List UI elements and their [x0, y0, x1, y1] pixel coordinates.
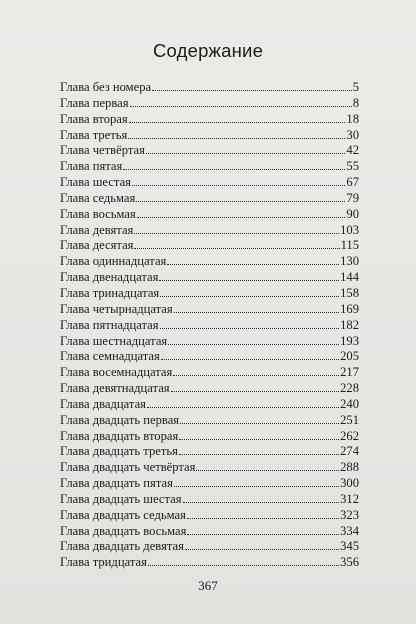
toc-dot-leader	[146, 143, 346, 154]
toc-dot-leader	[187, 508, 339, 519]
toc-dot-leader	[129, 112, 346, 123]
toc-entry	[60, 223, 359, 239]
toc-entry-page: 158	[340, 285, 359, 300]
toc-entry-title: Глава двадцать вторая	[60, 428, 179, 443]
toc-entry-page: 312	[340, 491, 359, 506]
toc-entry	[60, 381, 359, 397]
toc-dot-leader	[134, 223, 339, 234]
toc-entry-title: Глава восьмая	[60, 206, 136, 221]
toc-entry	[60, 318, 359, 334]
toc-dot-leader	[134, 238, 339, 249]
toc-dot-leader	[128, 128, 345, 139]
toc-entry-page: 193	[340, 333, 359, 348]
toc-entry-title: Глава вторая	[60, 111, 128, 126]
toc-dot-leader	[168, 334, 339, 345]
toc-entry-title: Глава пятая	[60, 159, 123, 174]
toc-dot-leader	[171, 381, 340, 392]
toc-entry	[60, 365, 359, 381]
toc-entry	[60, 191, 359, 207]
toc-entry	[60, 334, 359, 350]
toc-entry-page: 345	[340, 539, 359, 554]
toc-entry	[60, 349, 359, 365]
toc-entry-title: Глава четвёртая	[60, 143, 145, 158]
toc-entry-title: Глава двадцать седьмая	[60, 507, 186, 522]
toc-entry	[60, 96, 359, 112]
toc-entry-title: Глава девятая	[60, 222, 134, 237]
toc-entry	[60, 444, 359, 460]
toc-entry-page: 205	[340, 349, 359, 364]
toc-entry-page: 144	[340, 270, 359, 285]
toc-dot-leader	[174, 476, 339, 487]
table-of-contents	[60, 80, 359, 571]
toc-entry-page: 240	[340, 396, 359, 411]
toc-dot-leader	[148, 555, 339, 566]
toc-entry	[60, 286, 359, 302]
toc-dot-leader	[174, 302, 339, 313]
toc-entry-page: 300	[340, 476, 359, 491]
toc-entry-page: 262	[340, 428, 359, 443]
page-title: Содержание	[152, 40, 264, 61]
toc-entry-page: 251	[340, 412, 359, 427]
toc-entry-title: Глава двенадцатая	[60, 270, 159, 285]
toc-dot-leader	[185, 539, 339, 550]
toc-entry	[60, 492, 359, 508]
toc-entry-title: Глава десятая	[60, 238, 134, 253]
toc-entry	[60, 413, 359, 429]
toc-entry-title: Глава двадцать шестая	[60, 491, 182, 506]
toc-dot-leader	[179, 429, 339, 440]
toc-entry	[60, 429, 359, 445]
toc-entry	[60, 555, 359, 571]
toc-entry-title: Глава седьмая	[60, 190, 136, 205]
toc-dot-leader	[167, 254, 339, 265]
toc-entry-title: Глава шестнадцатая	[60, 333, 168, 348]
toc-entry	[60, 476, 359, 492]
toc-dot-leader	[180, 413, 339, 424]
toc-entry-page: 30	[346, 127, 359, 142]
toc-entry-title: Глава двадцать пятая	[60, 476, 173, 491]
toc-entry	[60, 175, 359, 191]
toc-dot-leader	[123, 159, 345, 170]
toc-entry-page: 90	[346, 206, 359, 221]
toc-dot-leader	[183, 492, 340, 503]
toc-entry-title: Глава двадцать третья	[60, 444, 178, 459]
toc-entry-page: 115	[340, 238, 359, 253]
toc-dot-leader	[137, 207, 346, 218]
toc-entry	[60, 460, 359, 476]
toc-entry	[60, 302, 359, 318]
toc-entry-title: Глава двадцать восьмая	[60, 523, 187, 538]
toc-dot-leader	[136, 191, 345, 202]
page-number: 367	[198, 578, 218, 593]
toc-entry-title: Глава третья	[60, 127, 128, 142]
toc-entry-title: Глава тридцатая	[60, 555, 147, 570]
toc-entry	[60, 112, 359, 128]
toc-entry	[60, 254, 359, 270]
toc-dot-leader	[179, 444, 339, 455]
toc-entry-page: 169	[340, 301, 359, 316]
toc-entry-page: 103	[340, 222, 359, 237]
toc-entry-title: Глава двадцатая	[60, 396, 146, 411]
toc-dot-leader	[147, 397, 339, 408]
toc-entry-page: 217	[340, 365, 359, 380]
toc-entry-title: Глава тринадцатая	[60, 285, 160, 300]
toc-dot-leader	[160, 286, 339, 297]
toc-entry-title: Глава двадцать первая	[60, 412, 180, 427]
toc-entry-title: Глава шестая	[60, 175, 131, 190]
toc-entry-title: Глава одиннадцатая	[60, 254, 167, 269]
toc-dot-leader	[196, 460, 339, 471]
toc-dot-leader	[152, 80, 352, 91]
toc-entry	[60, 508, 359, 524]
toc-entry-title: Глава семнадцатая	[60, 349, 160, 364]
toc-entry-page: 5	[352, 80, 359, 94]
toc-entry	[60, 159, 359, 175]
toc-entry-title: Глава двадцать девятая	[60, 539, 184, 554]
toc-dot-leader	[132, 175, 345, 186]
toc-entry-page: 18	[346, 111, 359, 126]
toc-entry-page: 67	[346, 175, 359, 190]
toc-entry	[60, 143, 359, 159]
toc-entry	[60, 539, 359, 555]
toc-entry-page: 288	[340, 460, 359, 475]
toc-entry-page: 8	[352, 95, 359, 110]
toc-entry-page: 334	[340, 523, 359, 538]
toc-entry-page: 323	[340, 507, 359, 522]
toc-dot-leader	[187, 524, 339, 535]
toc-dot-leader	[173, 365, 339, 376]
toc-entry	[60, 238, 359, 254]
toc-entry-page: 79	[346, 190, 359, 205]
toc-entry-title: Глава девятнадцатая	[60, 381, 170, 396]
toc-dot-leader	[159, 270, 339, 281]
toc-dot-leader	[160, 318, 340, 329]
toc-entry-page: 228	[340, 381, 359, 396]
toc-entry-page: 130	[340, 254, 359, 269]
toc-entry-page: 274	[340, 444, 359, 459]
toc-entry	[60, 524, 359, 540]
toc-dot-leader	[130, 96, 352, 107]
toc-entry	[60, 80, 359, 96]
toc-entry-title: Глава двадцать четвёртая	[60, 460, 196, 475]
toc-entry-page: 182	[340, 317, 359, 332]
toc-entry-title: Глава четырнадцатая	[60, 301, 173, 316]
toc-entry-title: Глава первая	[60, 95, 129, 110]
toc-entry	[60, 207, 359, 223]
toc-entry-page: 356	[340, 555, 359, 570]
toc-entry-page: 55	[346, 159, 359, 174]
toc-dot-leader	[161, 349, 339, 360]
toc-entry-title: Глава без номера	[60, 80, 152, 94]
toc-entry-page: 42	[346, 143, 359, 158]
toc-entry	[60, 397, 359, 413]
toc-entry	[60, 270, 359, 286]
toc-entry	[60, 128, 359, 144]
toc-entry-title: Глава восемнадцатая	[60, 365, 173, 380]
toc-entry-title: Глава пятнадцатая	[60, 317, 159, 332]
